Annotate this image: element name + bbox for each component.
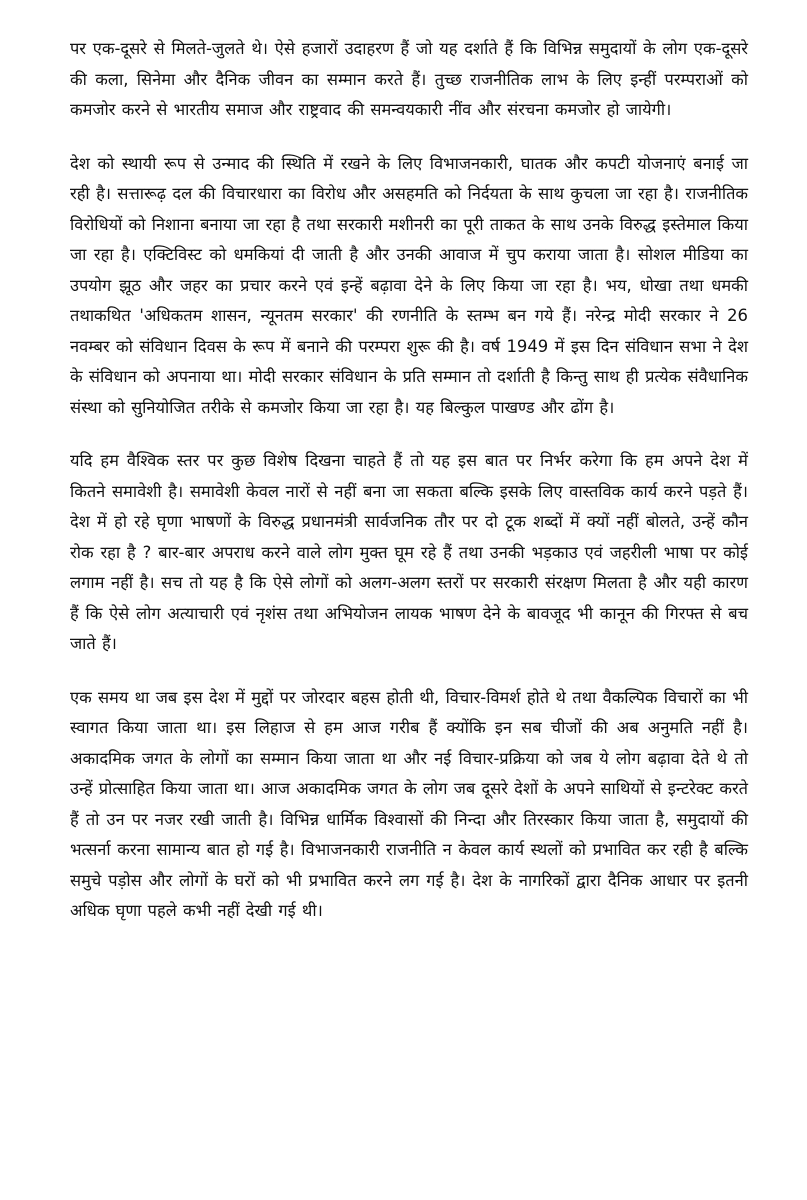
paragraph-3: यदि हम वैश्विक स्तर पर कुछ विशेष दिखना चाहते हैं तो यह इस बात पर निर्भर करेगा कि हम अपने देश में कितने समावेशी है। समावेशी केवल नारों से नहीं बना जा सकता बल्कि इसके लिए वास्तविक कार्य करने पड़ते हैं। देश में हो रहे घृणा भाषणों के विरुद्ध प्रधानमंत्री सार्वजनिक तौर पर दो टूक शब्दों में क्यों नहीं बोलते, उन्हें कौन रोक रहा है ? बार-बार अपराध करने वाले लोग मुक्त घूम रहे हैं तथा उनकी भड़काउ एवं जहरीली भाषा पर कोई लगाम नहीं है। सच तो यह है कि ऐसे लोगों को अलग-अलग स्तरों पर सरकारी संरक्षण मिलता है और यही कारण हैं कि ऐसे लोग अत्याचारी एवं नृशंस तथा अभियोजन लायक भाषण देने के बावजूद भी कानून की गिरफ्त से बच जाते हैं। [70, 451, 748, 653]
paragraph-4: एक समय था जब इस देश में मुद्दों पर जोरदार बहस होती थी, विचार-विमर्श होते थे तथा वैकल्पिक विचारों का भी स्वागत किया जाता था। इस लिहाज से हम आज गरीब हैं क्योंकि इन सब चीजों की अब अनुमति नहीं है। अकादमिक जगत के लोगों का सम्मान किया जाता था और नई विचार-प्रक्रिया को जब ये लोग बढ़ावा देते थे तो उन्हें प्रोत्साहित किया जाता था। आज अकादमिक जगत के लोग जब दूसरे देशों के अपने साथियों से इन्टरेक्ट करते हैं तो उन पर नजर रखी जाती है। विभिन्न धार्मिक विश्वासों की निन्दा और तिरस्कार किया जाता है, समुदायों की भत्सर्ना करना सामान्य बात हो गई है। विभाजनकारी राजनीति न केवल कार्य स्थलों को प्रभावित कर रही है बल्कि समुचे पड़ोस और लोगों के घरों को भी प्रभावित करने लग गई है। देश के नागरिकों द्वारा दैनिक आधार पर इतनी अधिक घृणा पहले कभी नहीं देखी गई थी। [70, 687, 748, 920]
paragraph-2: देश को स्थायी रूप से उन्माद की स्थिति में रखने के लिए विभाजनकारी, घातक और कपटी योजनाएं बनाई जा रही है। सत्तारूढ़ दल की विचारधारा का विरोध और असहमति को निर्दयता के साथ कुचला जा रहा है। राजनीतिक विरोधियों को निशाना बनाया जा रहा है तथा सरकारी मशीनरी का पूरी ताकत के साथ उनके विरुद्ध इस्तेमाल किया जा रहा है। एक्टिविस्ट को धमकियां दी जाती है और उनकी आवाज में चुप कराया जाता है। सोशल मीडिया का उपयोग झूठ और जहर का प्रचार करने एवं इन्हें बढ़ावा देने के लिए किया जा रहा है। भय, धोखा तथा धमकी तथाकथित 'अधिकतम शासन, न्यूनतम सरकार' की रणनीति के स्तम्भ बन गये हैं। नरेन्द्र मोदी सरकार ने 26 नवम्बर को संविधान दिवस के रूप में बनाने की परम्परा शुरू की है। वर्ष 1949 में इस दिन संविधान सभा ने देश के संविधान को अपनाया था। मोदी सरकार संविधान के प्रति सम्मान तो दर्शाती है किन्तु साथ ही प्रत्येक संवैधानिक संस्था को सुनियोजित तरीके से कमजोर किया जा रहा है। यह बिल्कुल पाखण्ड और ढोंग है। [70, 153, 748, 417]
document-page [70, 34, 748, 950]
paragraph-1: पर एक-दूसरे से मिलते-जुलते थे। ऐसे हजारों उदाहरण हैं जो यह दर्शाते हैं कि विभिन्न समुदायों के लोग एक-दूसरे की कला, सिनेमा और दैनिक जीवन का सम्मान करते हैं। तुच्छ राजनीतिक लाभ के लिए इन्हीं परम्पराओं को कमजोर करने से भारतीय समाज और राष्ट्रवाद की समन्वयकारी नींव और संरचना कमजोर हो जायेगी। [70, 39, 748, 119]
